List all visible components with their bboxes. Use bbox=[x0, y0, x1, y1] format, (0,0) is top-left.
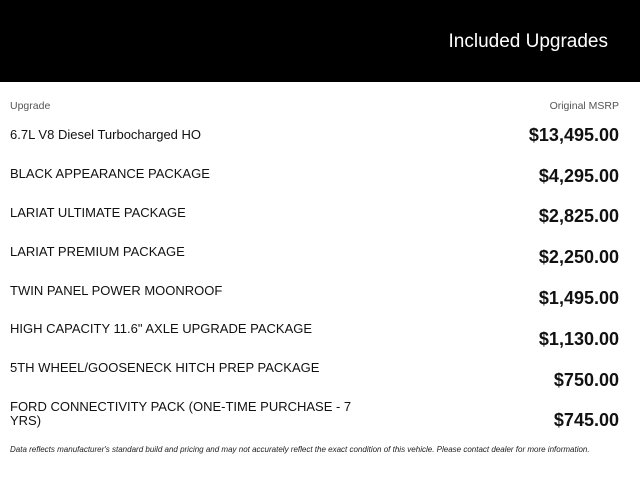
upgrade-name: LARIAT ULTIMATE PACKAGE bbox=[10, 205, 186, 220]
upgrade-name: 5TH WHEEL/GOOSENECK HITCH PREP PACKAGE bbox=[10, 360, 320, 375]
upgrade-price: $1,130.00 bbox=[538, 329, 619, 349]
upgrade-name: BLACK APPEARANCE PACKAGE bbox=[10, 166, 210, 181]
header-bar bbox=[0, 0, 640, 82]
upgrade-price: $745.00 bbox=[553, 410, 619, 430]
upgrade-price: $2,250.00 bbox=[538, 247, 619, 267]
upgrade-price: $1,495.00 bbox=[538, 288, 619, 308]
upgrade-name: FORD CONNECTIVITY PACK (ONE-TIME PURCHASE - 7 YRS) bbox=[10, 399, 352, 428]
upgrade-name: LARIAT PREMIUM PACKAGE bbox=[10, 244, 185, 259]
upgrade-column-header: Upgrade bbox=[10, 100, 51, 112]
page-title: Included Upgrades bbox=[448, 31, 608, 52]
upgrade-price: $2,825.00 bbox=[538, 206, 619, 226]
msrp-column-header: Original MSRP bbox=[549, 100, 619, 112]
upgrade-price: $13,495.00 bbox=[528, 125, 619, 145]
upgrade-price: $4,295.00 bbox=[538, 166, 619, 186]
upgrade-price: $750.00 bbox=[553, 370, 619, 390]
upgrade-name: HIGH CAPACITY 11.6" AXLE UPGRADE PACKAGE bbox=[10, 321, 313, 336]
upgrade-name: TWIN PANEL POWER MOONROOF bbox=[10, 283, 223, 298]
disclaimer-text: Data reflects manufacturer's standard build and pricing and may not accurately reflect the exact condition of this vehicle. Please contact dealer for more information. bbox=[10, 445, 590, 454]
upgrade-name: 6.7L V8 Diesel Turbocharged HO bbox=[10, 127, 202, 142]
